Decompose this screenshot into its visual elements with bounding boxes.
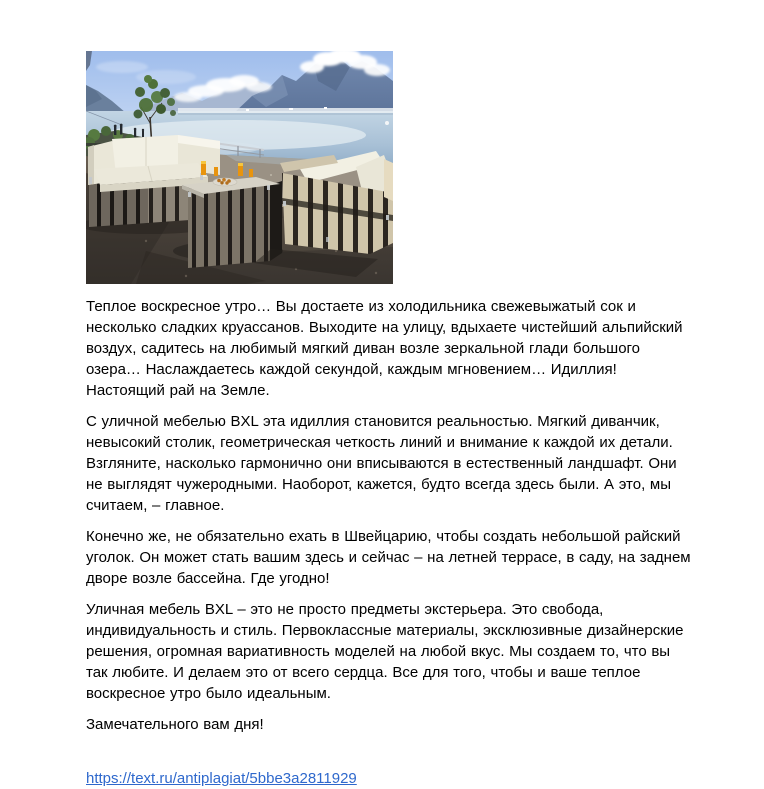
article-paragraph-5: Замечательного вам дня! <box>86 716 264 733</box>
article-page <box>86 51 692 789</box>
article-paragraph-1: Теплое воскресное утро… Вы достаете из холодильника свежевыжатый сок и несколько сладких круассанов. Выходите на улицу, вдыхаете чистейший альпийский воздух, садитесь на любимый мягкий диван возле зеркальной глади большого озера… Наслаждаетесь каждой секундой, каждым мгновением… Идиллия! Настоящий рай на Земле. <box>86 298 683 399</box>
article-paragraph-4: Уличная мебель BXL – это не просто предметы экстерьера. Это свобода, индивидуальность и стиль. Первоклассные материалы, эксклюзивные дизайнерские решения, огромная вариативность моделей на любой вкус. Мы создаем то, что вы так любите. И делаем это от всего сердца. Все для того, чтобы и ваше теплое воскресное утро было идеальным. <box>86 601 684 702</box>
antiplagiat-link[interactable]: https://text.ru/antiplagiat/5bbe3a2811929 <box>86 770 357 787</box>
article-paragraph-2: С уличной мебелью BXL эта идиллия становится реальностью. Мягкий диванчик, невысокий столик, геометрическая четкость линий и внимание к каждой их детали. Взгляните, насколько гармонично они вписываются в естественный ландшафт. Они не выглядят чужеродными. Наоборот, кажется, будто всегда здесь были. А это, мы считаем, – главное. <box>86 413 677 514</box>
lakeside-furniture-photo <box>86 51 393 284</box>
article-paragraph-3: Конечно же, не обязательно ехать в Швейцарию, чтобы создать небольшой райский уголок. Он может стать вашим здесь и сейчас – на летней террасе, в саду, на заднем дворе возле бассейна. Где угодно! <box>86 528 691 587</box>
photo-croissant-plate <box>213 178 237 186</box>
source-link-row <box>86 768 692 789</box>
article-body <box>86 296 692 735</box>
